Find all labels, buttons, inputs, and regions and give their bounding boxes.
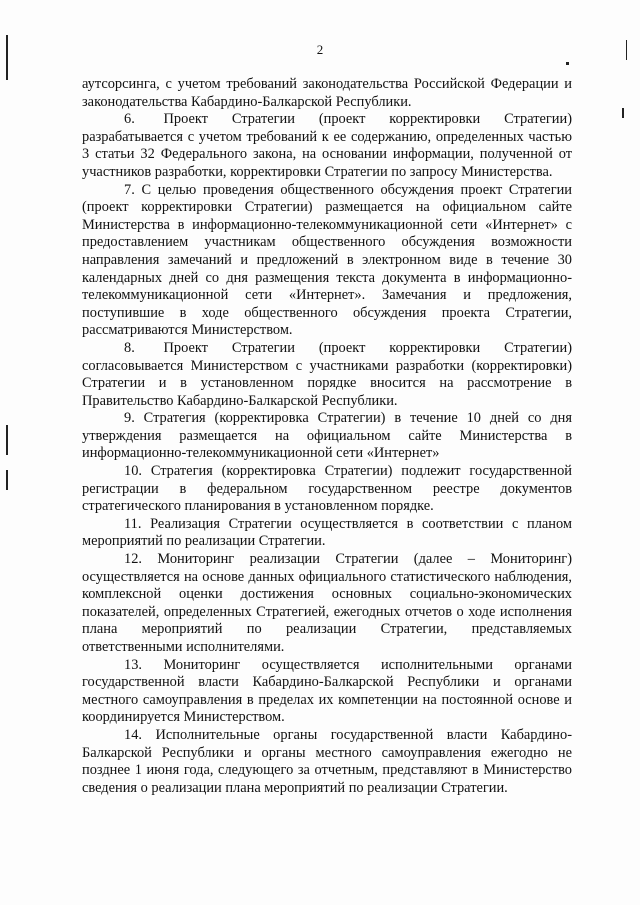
page-number: 2 [316,42,324,57]
paragraph-10: 10. Стратегия (корректировка Стратегии) подлежит государственной регистрации в федеральном государственном реестре документов стратегического планирования в установленном порядке. [82,463,572,515]
paragraph-12: 12. Мониторинг реализации Стратегии (далее – Мониторинг) осуществляется на основе данных официального статистического наблюдения, комплексной оценки достижения основных социально-экономических показателей, определенных Стратегией, ежегодных отчетов о ходе исполнения плана мероприятий по реализации Стратегии, представляемых ответственными исполнителями. [82,551,572,655]
paragraph-8: 8. Проект Стратегии (проект корректировки Стратегии) согласовывается Министерством с участниками разработки (корректировки) Стратегии и в установленном порядке вносится на рассмотрение в Правительство Кабардино-Балкарской Республики. [82,339,572,409]
scan-edge-mark [622,108,624,118]
paragraph-continuation: аутсорсинга, с учетом требований законодательства Российской Федерации и законодательства Кабардино-Балкарской Республики. [82,76,572,110]
paragraph-11: 11. Реализация Стратегии осуществляется в соответствии с планом мероприятий по реализации Стратегии. [82,515,572,550]
scan-edge-mark [6,470,8,490]
paragraph-13: 13. Мониторинг осуществляется исполнительными органами государственной власти Кабардино-Балкарской Республики и органами местного самоуправления в пределах их компетенции на постоянной основе и координируется Министерством. [82,656,572,726]
scan-edge-mark [6,425,8,455]
scan-edge-mark [626,40,627,60]
paragraph-14: 14. Исполнительные органы государственной власти Кабардино-Балкарской Республики и органы местного самоуправления ежегодно не позднее 1 июня года, следующего за отчетным, представляют в Министерство сведения о реализации плана мероприятий по реализации Стратегии. [82,726,572,796]
paragraph-6: 6. Проект Стратегии (проект корректировки Стратегии) разрабатывается с учетом требований к ее содержанию, определенных частью 3 статьи 32 Федерального закона, на основании информации, полученной от участников разработки, корректировки Стратегии по запросу Министерства. [82,111,572,180]
scan-edge-mark [6,35,8,80]
scan-speck [566,62,569,65]
paragraph-9: 9. Стратегия (корректировка Стратегии) в течение 10 дней со дня утверждения размещается на официальном сайте Министерства в информационно-телекоммуникационной сети «Интернет» [82,410,572,462]
paragraph-7: 7. С целью проведения общественного обсуждения проект Стратегии (проект корректировки Стратегии) размещается на официальном сайте Министерства в информационно-телекоммуникационной сети «Интернет» с предоставлением участникам общественного обсуждения возможности направления замечаний и предложений в электронном виде в течение 30 календарных дней со дня размещения текста документа в информационно-телекоммуникационной сети «Интернет». Замечания и предложения, поступившие в ходе общественного обсуждения проекта Стратегии, рассматриваются Министерством. [82,181,572,339]
document-body [82,76,572,797]
